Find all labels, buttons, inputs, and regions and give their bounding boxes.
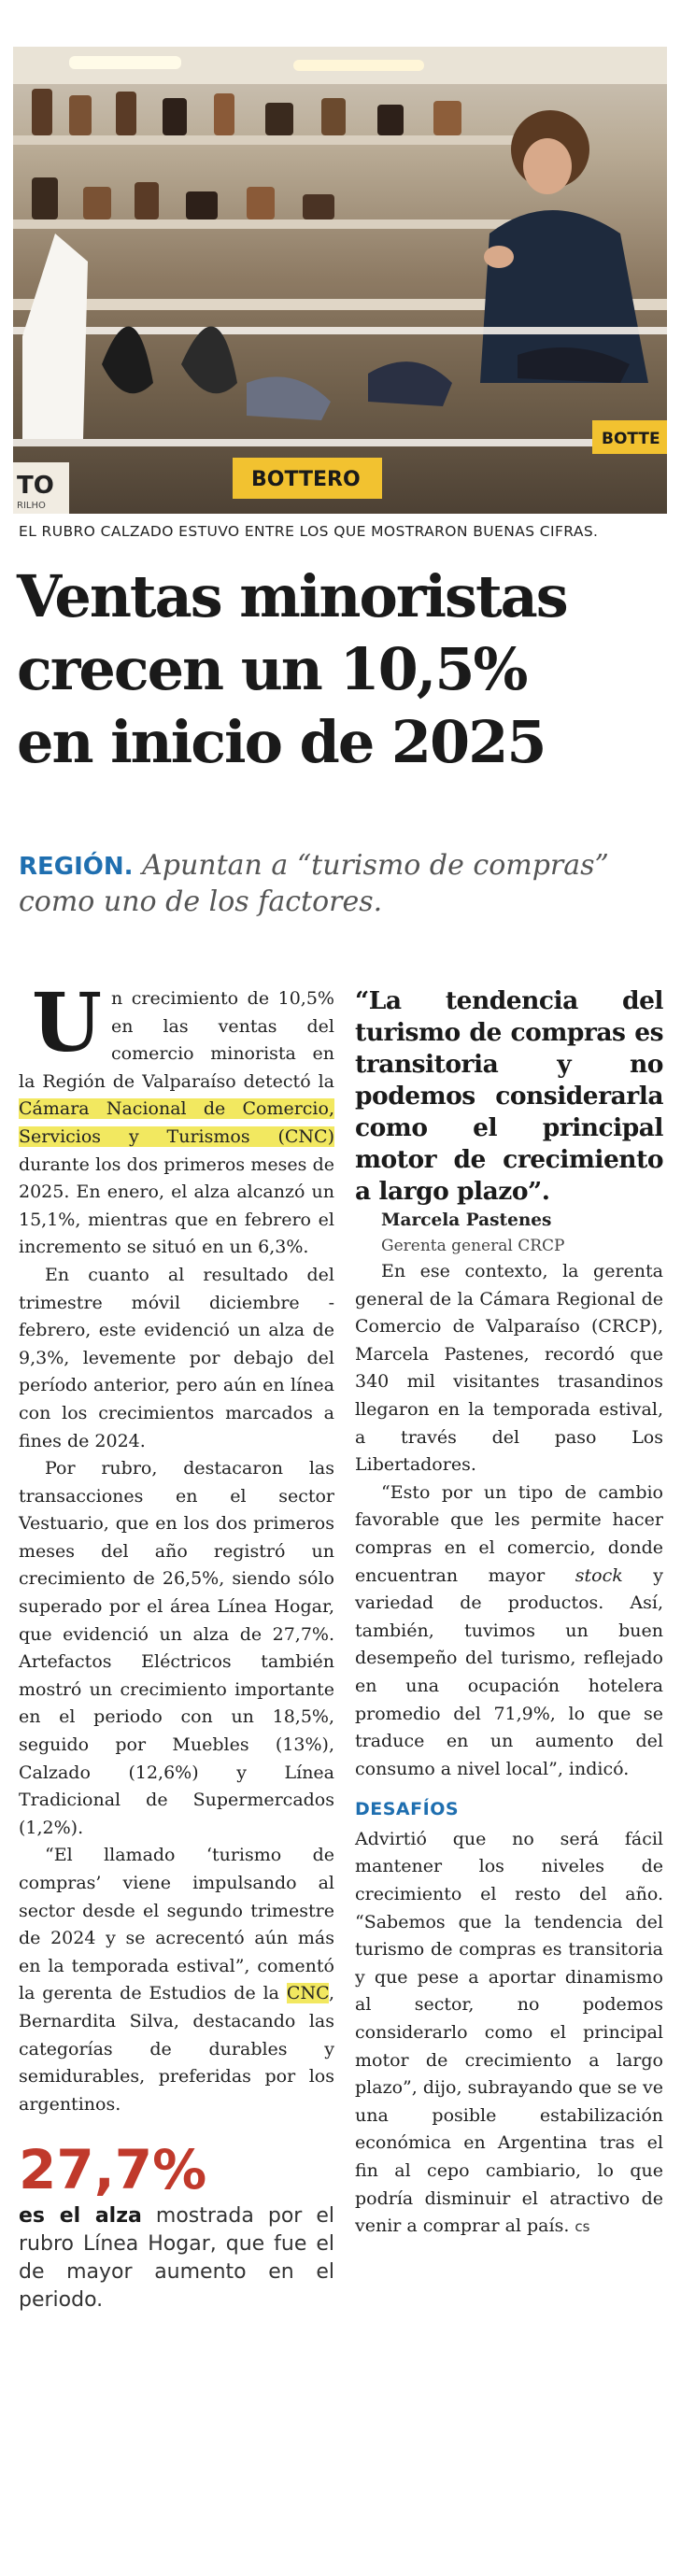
sign-right-text: BOTTE	[602, 430, 660, 448]
highlighted-cnc: CNC	[286, 1983, 329, 2004]
quote-author: Marcela Pastenes	[381, 1210, 552, 1230]
paragraph-1-text-b: durante los dos primeros meses de 2025. En enero, el alza alcanzó un 15,1%, mientras que en febrero el incremento se situó en un 6,3%.	[19, 1154, 334, 1258]
article-column-left	[19, 976, 334, 2314]
shoe-store-illustration	[13, 47, 667, 514]
stat-caption	[19, 2202, 334, 2314]
headline-line-2: crecen un 10,5%	[17, 635, 527, 703]
shelf-label-text: BOTTERO	[251, 468, 361, 491]
section-heading-desafios: DESAFÍOS	[355, 1799, 460, 1820]
paragraph-3: Por rubro, destacaron las transacciones en el sector Vestuario, que en los dos primeros meses del año registró un crecimiento de 26,5%, siendo sólo superado por el área Línea Hogar, que evidenció un alza de 27,7%. Artefactos Eléctricos también mostró un crecimiento importante en el periodo con un 18,5%, seguido por Muebles (13%), Calzado (12,6%) y Línea Tradicional de Supermercados (1,2%).	[19, 1458, 334, 1838]
end-mark-icon: cs	[575, 2218, 590, 2236]
paragraph-6-text-a: “Esto por un tipo de cambio favorable que les permite hacer compras en el comercio, donde encuentran mayor	[355, 1481, 663, 1586]
paragraph-6-text-b: y variedad de productos. Así, también, tuvimos un buen desempeño del turismo, reflejado en una ocupación hotelera promedio del 71,9%, lo que se traduce en un aumento del consumo a nivel local”, indicó.	[355, 1564, 663, 1779]
stock-term: stock	[575, 1564, 623, 1586]
highlighted-cnc-name: Cámara Nacional de Comercio, Servicios y Turismos (CNC)	[19, 1098, 334, 1147]
paragraph-1-text-a: n crecimiento de 10,5% en las ventas del comercio minorista en la Región de Valparaíso detectó la	[19, 988, 334, 1092]
paragraph-1	[19, 976, 334, 1262]
paragraph-4-text-b: , Bernardita Silva, destacando las categorías de durables y semidurables, preferidas por los argentinos.	[19, 1983, 334, 2115]
headline-line-3: en inicio de 2025	[17, 708, 546, 776]
stat-value: 27,7%	[19, 2138, 207, 2202]
stat-caption-lead: es el alza	[19, 2204, 142, 2229]
sign-left-subtext: RILHO	[17, 501, 46, 511]
paragraph-7-text: Advirtió que no será fácil mantener los niveles de crecimiento el resto del año. “Sabemos que la tendencia del turismo de compras es transitoria y que pese a aportar dinamismo al sector, no podemos considerarlo como el principal motor de crecimiento a largo plazo”, dijo, subrayando que se ve una posible estabilización económica en Argentina tras el fin al cepo cambiario, lo que podría disminuir el atractivo de venir a comprar al país.	[355, 1828, 663, 2237]
article-column-right	[355, 985, 663, 2242]
photo-caption: EL RUBRO CALZADO ESTUVO ENTRE LOS QUE MOSTRARON BUENAS CIFRAS.	[19, 523, 599, 540]
quote-author-role: Gerenta general CRCP	[381, 1237, 565, 1255]
sign-left-text: TO	[17, 472, 54, 500]
paragraph-4-text-a: “El llamado ‘turismo de compras’ viene impulsando al sector desde el segundo trimestre de 2024 y se acrecentó aún más en la temporada estival”, comentó la gerenta de Estudios de la	[19, 1845, 334, 2004]
paragraph-2: En cuanto al resultado del trimestre móvil diciembre - febrero, este evidenció un alza de 9,3%, levemente por debajo del período anterior, pero aún en línea con los crecimientos marcados a fines de 2024.	[19, 1264, 334, 1451]
paragraph-4	[19, 1842, 334, 2118]
paragraph-7	[355, 1826, 663, 2242]
headline-line-1: Ventas minoristas	[17, 562, 567, 630]
article-photo	[13, 47, 667, 514]
subheadline	[19, 848, 663, 920]
pull-quote: “La tendencia del turismo de compras es transitoria y no podemos considerarla como el principal motor de crecimiento a largo plazo”.	[355, 986, 663, 1206]
paragraph-6	[355, 1479, 663, 1784]
section-tag: REGIÓN.	[19, 853, 134, 881]
headline	[17, 560, 671, 779]
subheadline-text: Apuntan a “turismo de compras” como uno de los factores.	[19, 849, 609, 918]
drop-cap: U	[32, 976, 102, 1070]
stat-caption-rest: mostrada por el rubro Línea Hogar, que fue el de mayor aumento en el periodo.	[19, 2204, 334, 2313]
paragraph-5: En ese contexto, la gerenta general de la Cámara Regional de Comercio de Valparaíso (CRCP), Marcela Pastenes, recordó que 340 mil visitantes trasandinos llegaron en la temporada estival, a través del paso Los Libertadores.	[355, 1261, 663, 1476]
